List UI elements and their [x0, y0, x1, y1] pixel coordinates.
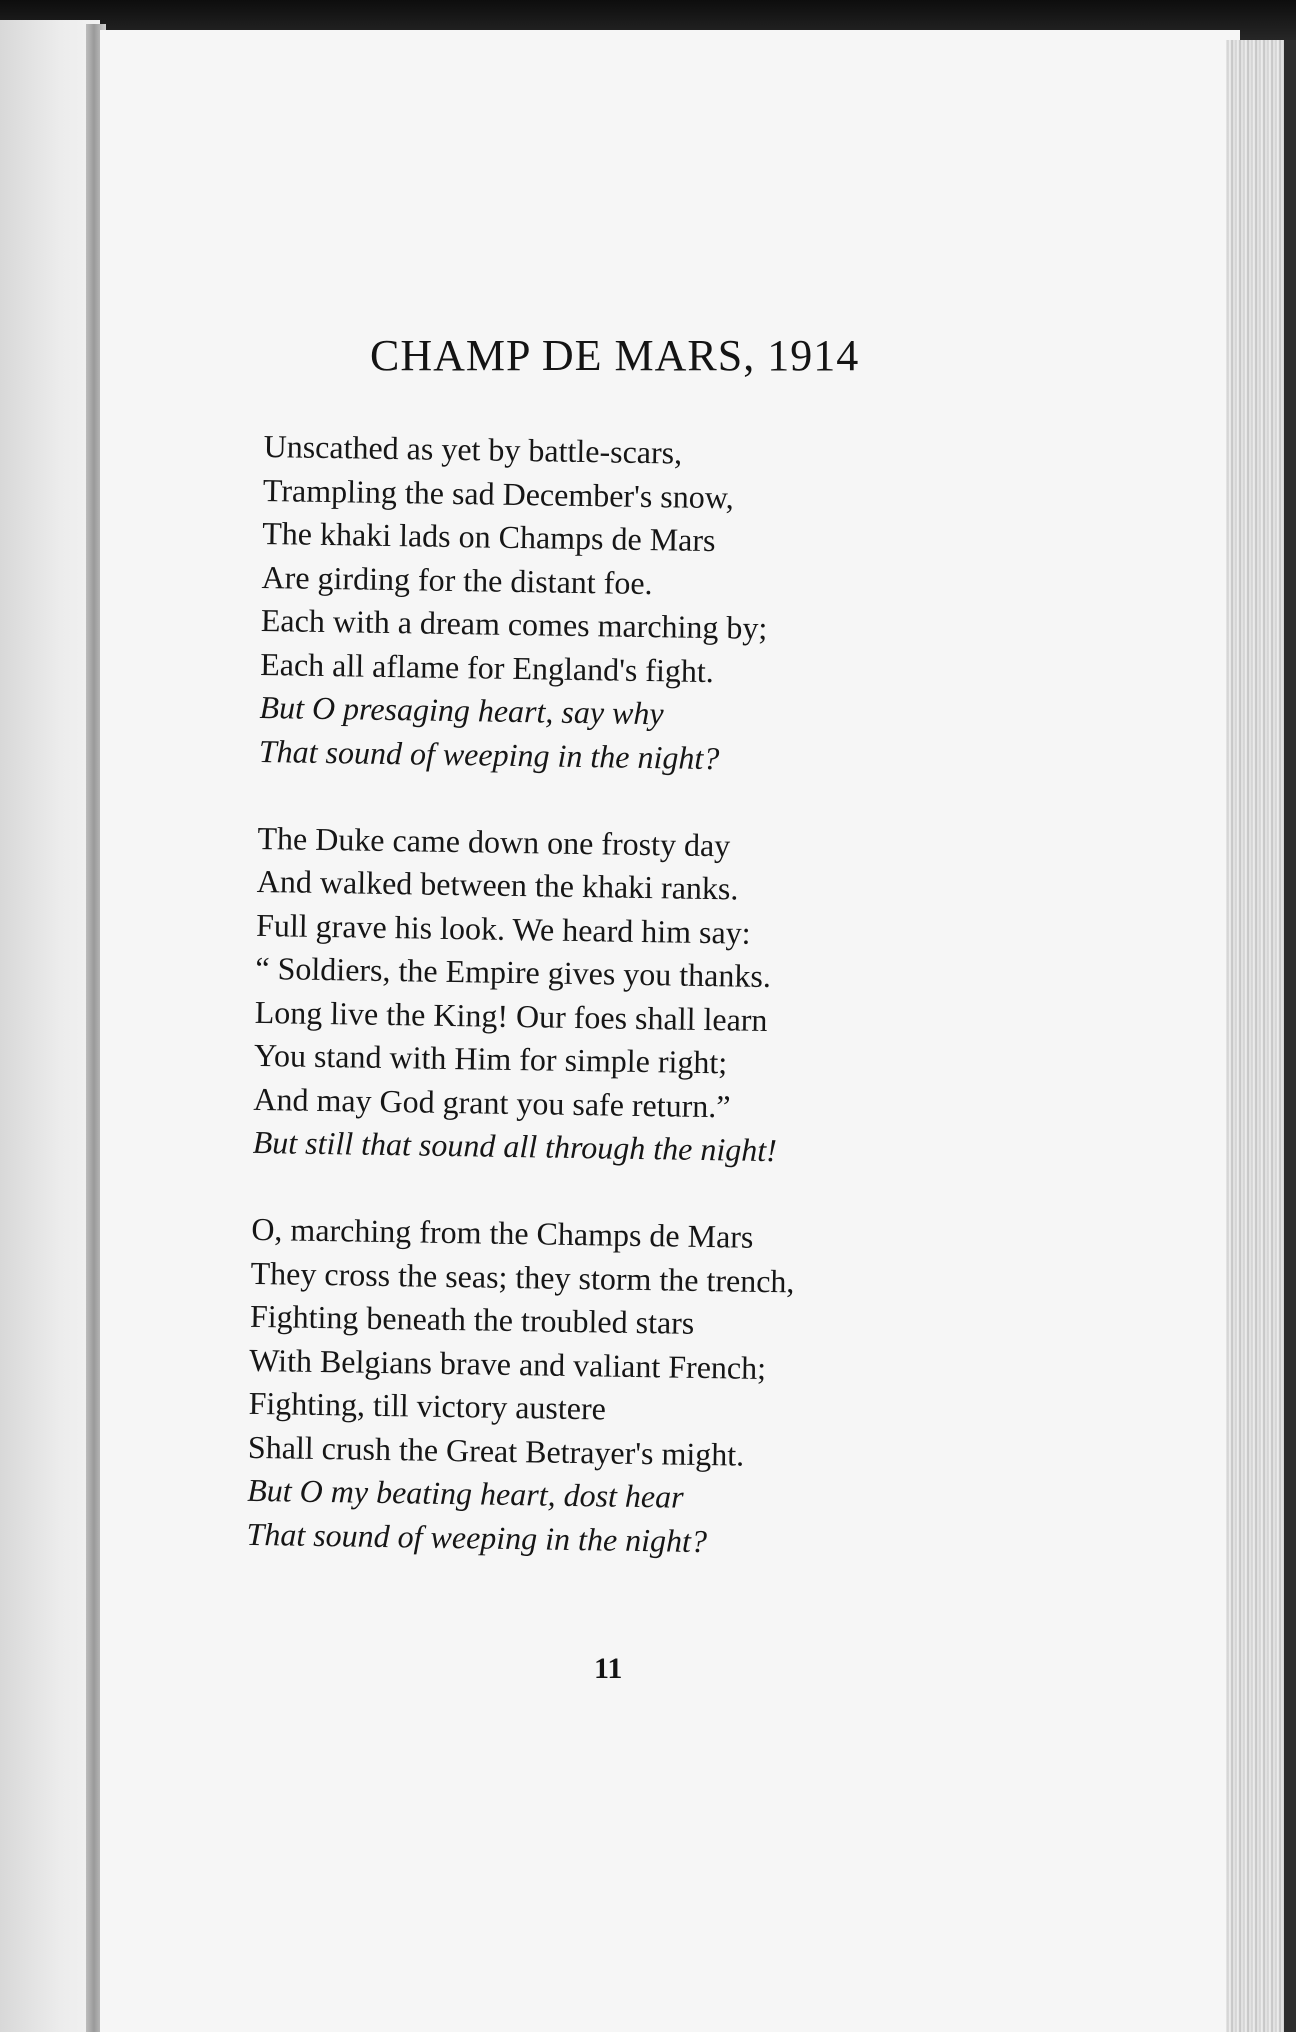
- poem-line: Are girding for the distant foe.: [261, 558, 653, 601]
- poem-line: Each with a dream comes marching by;: [260, 601, 768, 646]
- poem-line: Fighting, till victory austere: [248, 1384, 607, 1427]
- poem-refrain-line: But O my beating heart, dost hear: [246, 1471, 684, 1515]
- poem-body: [246, 425, 984, 1611]
- poem-line: They cross the seas; they storm the trench,: [250, 1254, 795, 1299]
- stanza-1: [259, 425, 984, 784]
- poem-refrain-line: That sound of weeping in the night?: [246, 1515, 708, 1559]
- poem-line: O, marching from the Champs de Mars: [251, 1210, 754, 1255]
- poem-line: Shall crush the Great Betrayer's might.: [247, 1428, 745, 1473]
- poem-line: Each all aflame for England's fight.: [259, 645, 715, 689]
- poem-line: And walked between the khaki ranks.: [256, 862, 739, 907]
- poem-line: “ Soldiers, the Empire gives you thanks.: [255, 949, 772, 995]
- poem-line: The Duke came down one frosty day: [257, 819, 731, 863]
- poem-line: You stand with Him for simple right;: [253, 1036, 728, 1081]
- page-number: 11: [594, 1652, 623, 1685]
- poem-refrain-line: But still that sound all through the night!: [252, 1123, 778, 1169]
- poem-refrain-line: That sound of weeping in the night?: [258, 732, 720, 776]
- poem-line: With Belgians brave and valiant French;: [249, 1341, 767, 1386]
- poem-line: And may God grant you safe return.”: [253, 1080, 731, 1124]
- poem-line: Trampling the sad December's snow,: [262, 471, 735, 515]
- poem-refrain-line: But O presaging heart, say why: [259, 688, 664, 732]
- poem-line: The khaki lads on Champs de Mars: [262, 514, 716, 559]
- poem-line: Full grave his look. We heard him say:: [255, 906, 751, 951]
- poem-line: Fighting beneath the troubled stars: [249, 1297, 695, 1341]
- left-page-edge: [0, 20, 100, 2032]
- stanza-3: [246, 1208, 971, 1567]
- poem-line: Unscathed as yet by battle-scars,: [263, 427, 683, 471]
- stanza-2: [252, 816, 977, 1175]
- poem-line: Long live the King! Our foes shall learn: [254, 993, 768, 1038]
- scan-right-border: [1284, 40, 1296, 2032]
- poem-title: CHAMP DE MARS, 1914: [370, 331, 860, 380]
